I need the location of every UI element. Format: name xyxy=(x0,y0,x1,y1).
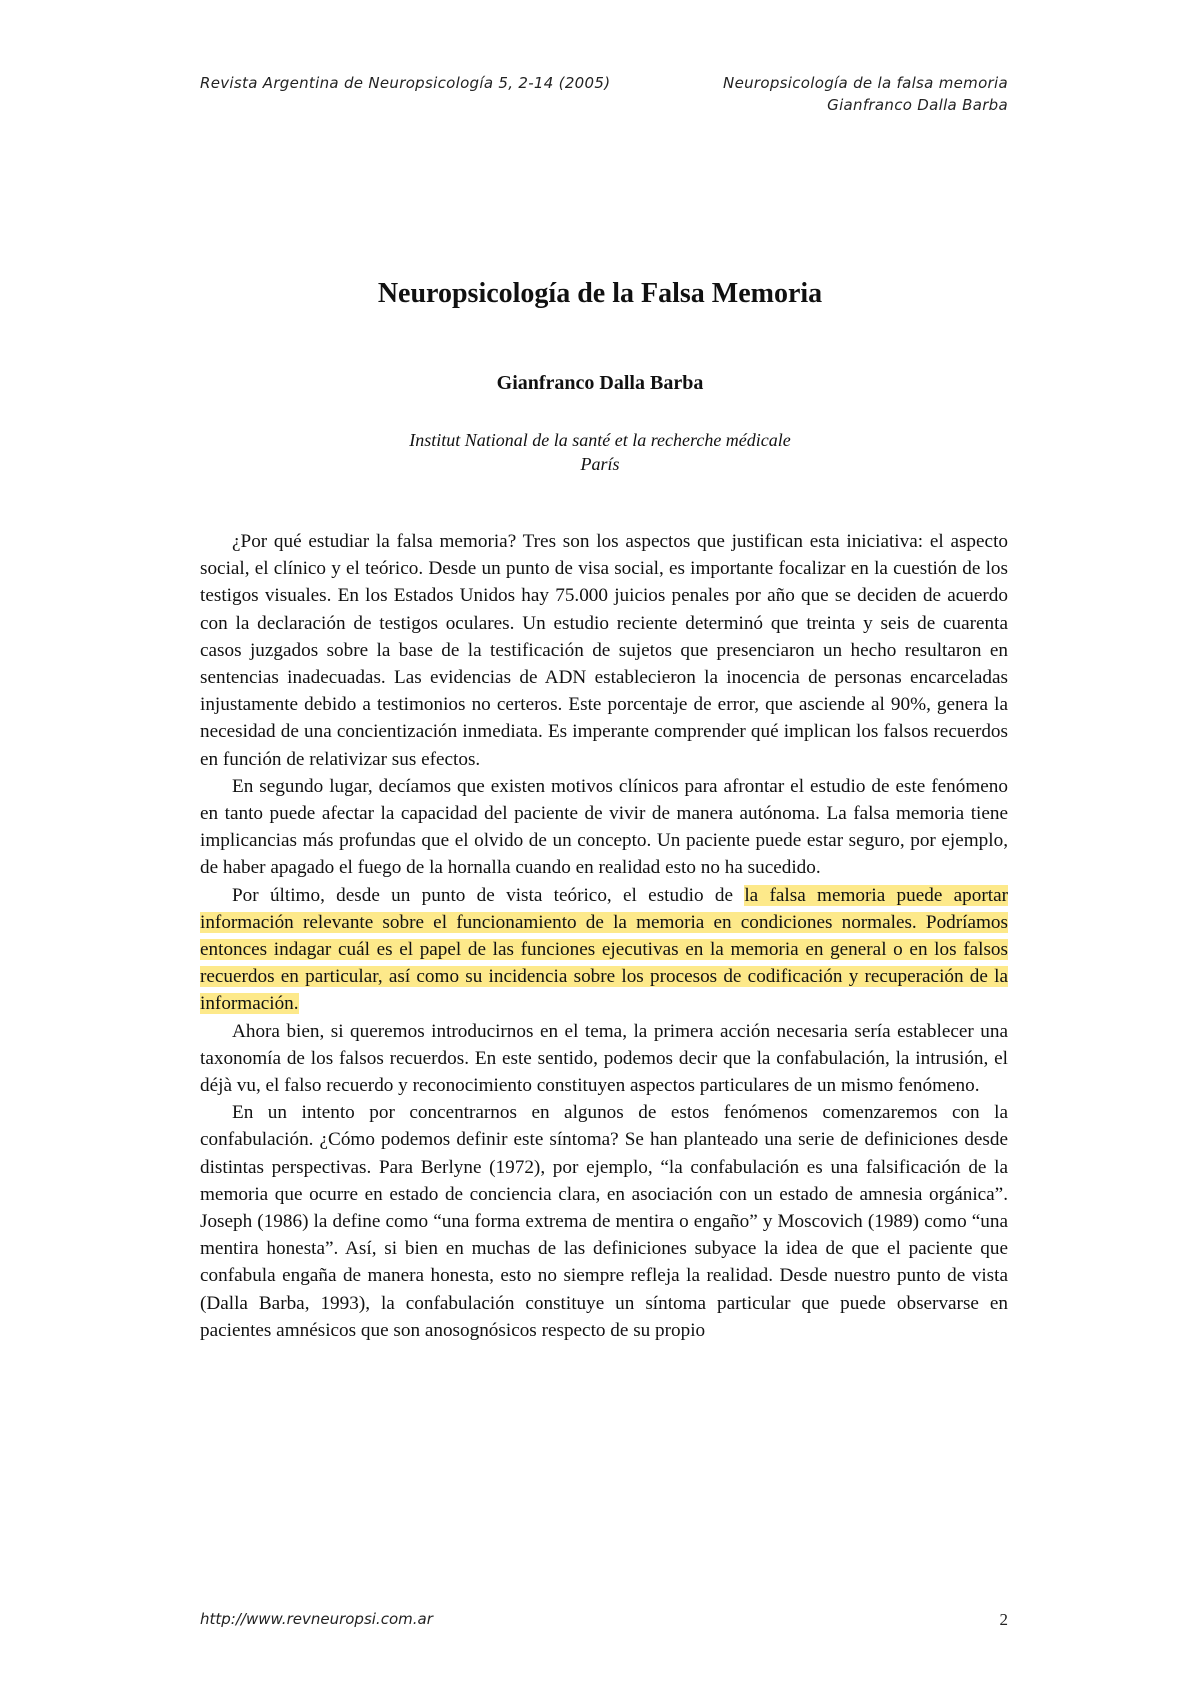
highlighted-passage[interactable]: la falsa memoria puede aportar información relevante sobre el funcionamiento de la memoria en condiciones normales. Podríamos entonces indagar cuál es el papel de las funciones ejecutivas en la memoria en general o en los falsos recuerdos en particular, así como su incidencia sobre los procesos de codificación y recuperación de la información. xyxy=(200,884,1008,1015)
journal-url-link[interactable]: http://www.revneuropsi.com.ar xyxy=(200,1610,433,1628)
running-title: Neuropsicología de la falsa memoria xyxy=(723,74,1008,92)
article-title: Neuropsicología de la Falsa Memoria xyxy=(377,278,823,309)
paragraph-3-text: Por último, desde un punto de vista teórico, el estudio de xyxy=(232,884,745,906)
running-title-block xyxy=(723,72,1008,116)
paragraph-2: En segundo lugar, decíamos que existen motivos clínicos para afrontar el estudio de este fenómeno en tanto puede afectar la capacidad del paciente de vivir de manera autónoma. La falsa memoria tiene implicancias más profundas que el olvido de un concepto. Un paciente puede estar seguro, por ejemplo, de haber apagado el fuego de la hornalla cuando en realidad esto no ha sucedido. xyxy=(200,775,1008,879)
journal-citation: Revista Argentina de Neuropsicología 5, 2-14 (2005) xyxy=(200,74,611,92)
paragraph-5: En un intento por concentrarnos en algunos de estos fenómenos comenzaremos con la confabulación. ¿Cómo podemos definir este síntoma? Se han planteado una serie de definiciones desde distintas perspectivas. Para Berlyne (1972), por ejemplo, “la confabulación es una falsificación de la memoria que ocurre en estado de conciencia clara, en asociación con un estado de amnesia orgánica”. Joseph (1986) la define como “una forma extrema de mentira o engaño” y Moscovich (1989) como “una mentira honesta”. Así, si bien en muchas de las definiciones subyace la idea de que el paciente que confabula engaña de manera honesta, esto no siempre refleja la realidad. Desde nuestro punto de vista (Dalla Barba, 1993), la confabulación constituye un síntoma particular que puede observarse en pacientes amnésicos que son anosognósicos respecto de su propio xyxy=(200,1102,1008,1341)
affiliation-city: París xyxy=(580,454,620,474)
paragraph-1: ¿Por qué estudiar la falsa memoria? Tres son los aspectos que justifican esta iniciativa: el aspecto social, el clínico y el teórico. Desde un punto de visa social, es importante focalizar en la cuestión de los testigos visuales. En los Estados Unidos hay 75.000 juicios penales por año que se deciden de acuerdo con la declaración de testigos oculares. Un estudio reciente determinó que treinta y seis de cuarenta casos juzgados sobre la base de la testificación de sujetos que presenciaron un hecho resultaron en sentencias inadecuadas. Las evidencias de ADN establecieron la inocencia de personas encarceladas injustamente debido a testimonios no certeros. Este porcentaje de error, que asciende al 90%, genera la necesidad de una concientización inmediata. Es imperante comprender qué implican los falsos recuerdos en función de relativizar sus efectos. xyxy=(200,531,1008,770)
article-author: Gianfranco Dalla Barba xyxy=(496,372,704,394)
paragraph-3 xyxy=(200,882,1008,1018)
running-author: Gianfranco Dalla Barba xyxy=(827,96,1008,114)
article-body xyxy=(200,528,1008,1344)
author-affiliation xyxy=(0,428,1200,476)
paragraph-4: Ahora bien, si queremos introducirnos en el tema, la primera acción necesaria sería establecer una taxonomía de los falsos recuerdos. En este sentido, podemos decir que la confabulación, la intrusión, el déjà vu, el falso recuerdo y reconocimiento constituyen aspectos particulares de un mismo fenómeno. xyxy=(200,1020,1008,1097)
affiliation-institution: Institut National de la santé et la recherche médicale xyxy=(409,430,791,450)
page-number: 2 xyxy=(999,1610,1008,1629)
